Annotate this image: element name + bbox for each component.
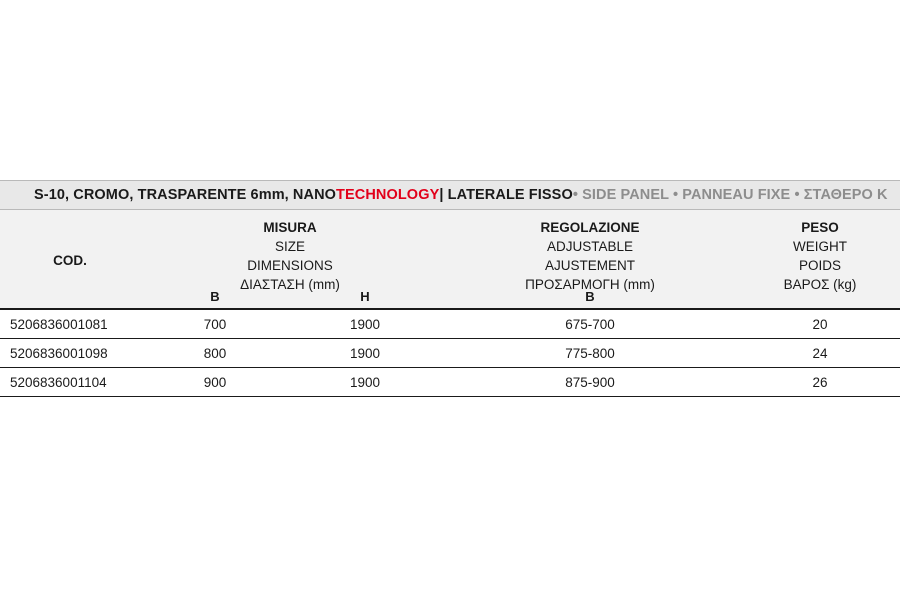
table-header-block	[0, 210, 900, 310]
header-weight-line3: POIDS	[798, 258, 841, 273]
title-segment-model: S-10, CROMO, TRASPARENTE 6mm, NANO	[34, 187, 337, 203]
cell-adjustable: 875-900	[565, 374, 615, 390]
header-weight-line4: ΒΑΡΟΣ (kg)	[783, 277, 857, 292]
header-cell-code: COD.	[53, 252, 87, 268]
cell-size-b: 900	[203, 374, 227, 390]
title-segment-technology: TECHNOLOGY	[336, 187, 440, 203]
cell-code: 5206836001098	[10, 345, 108, 361]
table-row	[0, 339, 900, 368]
cell-weight: 26	[812, 374, 828, 390]
title-segment-type: | LATERALE FISSO	[439, 187, 573, 203]
header-size-line3: DIMENSIONS	[247, 258, 333, 273]
cell-size-h: 1900	[349, 316, 381, 332]
header-adjustable-line3: AJUSTEMENT	[544, 258, 635, 273]
product-spec-table	[0, 180, 900, 397]
header-weight-line2: WEIGHT	[793, 239, 847, 254]
header-weight-line1: PESO	[801, 220, 839, 235]
cell-code: 5206836001081	[10, 316, 108, 332]
subheader-spacer	[0, 289, 140, 304]
table-title-bar	[0, 180, 900, 210]
cell-adjustable: 675-700	[565, 316, 615, 332]
header-adjustable-line2: ADJUSTABLE	[546, 239, 634, 254]
subheader-weight-spacer	[740, 289, 900, 304]
table-row	[0, 310, 900, 339]
cell-weight: 24	[812, 345, 828, 361]
table-row	[0, 368, 900, 397]
cell-weight: 20	[812, 316, 828, 332]
header-size-line4: ΔΙΑΣΤΑΣΗ (mm)	[240, 277, 340, 292]
header-adjustable-line1: REGOLAZIONE	[540, 220, 640, 235]
cell-size-b: 700	[203, 316, 227, 332]
title-segment-translations: • SIDE PANEL • PANNEAU FIXE • ΣΤΑΘΕΡΟ Κ	[572, 187, 888, 203]
cell-code: 5206836001104	[10, 374, 107, 390]
cell-adjustable: 775-800	[565, 345, 615, 361]
subheader-size-h: H	[360, 289, 370, 304]
subheader-size-b: B	[210, 289, 220, 304]
header-adjustable-line4: ΠΡΟΣΑΡΜΟΓΗ (mm)	[525, 277, 655, 292]
cell-size-b: 800	[203, 345, 227, 361]
table-subheader-row	[0, 289, 900, 304]
header-size-line2: SIZE	[274, 239, 305, 254]
cell-size-h: 1900	[349, 345, 381, 361]
header-size-line1: MISURA	[263, 220, 317, 235]
cell-size-h: 1900	[349, 374, 381, 390]
subheader-adjustable-b: B	[585, 289, 595, 304]
